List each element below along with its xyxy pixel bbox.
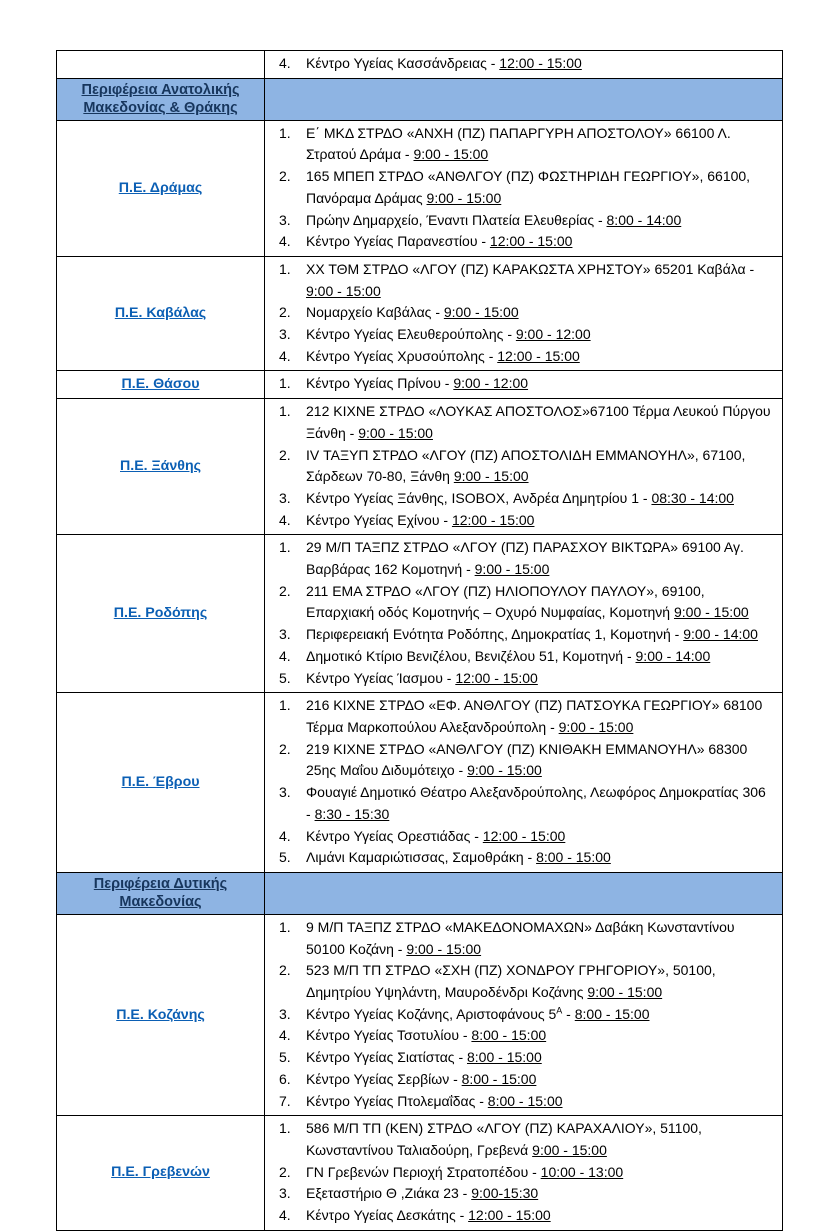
- item-text: [306, 445, 774, 488]
- item-text-segment: Δημοτικό Κτίριο Βενιζέλου, Βενιζέλου 51, Κομοτηνή -: [306, 647, 636, 664]
- item-text-segment: 219 ΚΙΧΝΕ ΣΤΡΔΟ «ΑΝΘΛΓΟΥ (ΠΖ) ΚΝΙΘΑΚΗ ΕΜΜΑΝΟΥΗΛ» 68300 25ης Μαΐου Διδυμότειχο -: [306, 740, 748, 779]
- time-range: 8:00 - 15:00: [536, 849, 611, 866]
- list-item: [271, 259, 774, 302]
- item-text: [306, 826, 774, 848]
- region-unit-cell: [57, 256, 265, 371]
- time-range: 8:00 - 15:00: [461, 1070, 537, 1087]
- item-text-segment: Φουαγιέ Δημοτικό Θέατρο Αλεξανδρούπολης, Λεωφόρος Δημοκρατίας 306 -: [306, 784, 766, 822]
- list-item: [271, 960, 774, 1003]
- item-text: [306, 739, 774, 782]
- time-range: 9:00 - 12:00: [453, 375, 529, 392]
- time-range: 12:00 - 15:00: [497, 347, 580, 364]
- item-text: [306, 53, 774, 75]
- list-item: [271, 1205, 774, 1227]
- item-number: 2.: [279, 1163, 291, 1180]
- item-text-segment: Κέντρο Υγείας Ξάνθης, ISOBOX, Ανδρέα Δημητρίου 1 -: [306, 489, 652, 506]
- time-range: 12:00 - 15:00: [455, 669, 538, 686]
- list-item: [271, 1069, 774, 1091]
- list-item: [271, 123, 774, 166]
- item-text-segment: Κέντρο Υγείας Ορεστιάδας -: [306, 827, 483, 844]
- locations-cell: [265, 399, 783, 535]
- list-item: [271, 581, 774, 624]
- region-header-link[interactable]: Περιφέρεια Δυτικής Μακεδονίας: [93, 875, 228, 911]
- item-number: 6.: [279, 1070, 291, 1087]
- list-item: [271, 646, 774, 668]
- item-text: [306, 401, 774, 444]
- region-unit-link[interactable]: Π.Ε. Κοζάνης: [116, 1006, 205, 1023]
- time-range: 9:00 - 15:00: [453, 468, 529, 485]
- item-number: 4.: [279, 511, 291, 528]
- time-range: 9:00 - 14:00: [635, 647, 711, 664]
- item-text-segment: 216 ΚΙΧΝΕ ΣΤΡΔΟ «ΕΦ. ΑΝΘΛΓΟΥ (ΠΖ) ΠΑΤΣΟΥΚΑ ΓΕΩΡΓΙΟΥ» 68100 Τέρμα Μαρκοπούλου Αλεξανδρούπολη -: [306, 697, 763, 735]
- item-text: [306, 166, 774, 209]
- list-item: [271, 1025, 774, 1047]
- time-range: 8:30 - 15:30: [314, 805, 390, 822]
- item-text: [306, 624, 774, 646]
- time-range: 8:00 - 14:00: [606, 211, 682, 228]
- region-unit-row: [57, 120, 783, 256]
- item-text: [306, 695, 774, 738]
- item-text-segment: Κέντρο Υγείας Τσοτυλίου -: [306, 1027, 472, 1044]
- time-range: 9:00 - 15:00: [558, 718, 634, 735]
- time-range: 9:00 - 15:00: [474, 561, 550, 578]
- item-text: [306, 1162, 774, 1184]
- list-item: [271, 302, 774, 324]
- item-number: 2.: [279, 962, 291, 979]
- time-range: 12:00 - 15:00: [499, 55, 582, 71]
- time-range: 12:00 - 15:00: [451, 511, 535, 528]
- item-text-segment: 9 Μ/Π ΤΑΞΠΖ ΣΤΡΔΟ «ΜΑΚΕΔΟΝΟΜΑΧΩΝ» Δαβάκη Κωνσταντίνου 50100 Κοζάνη -: [306, 918, 735, 957]
- region-unit-cell: [57, 120, 265, 256]
- item-number: 1.: [279, 918, 291, 935]
- list-item: [271, 1183, 774, 1205]
- item-text: [306, 960, 774, 1003]
- item-number: 2.: [279, 168, 291, 185]
- item-text-segment: Κέντρο Υγείας Χρυσούπολης -: [306, 347, 498, 364]
- item-number: 4.: [279, 1027, 291, 1044]
- item-text: [306, 1091, 774, 1113]
- region-unit-cell: [57, 399, 265, 535]
- item-text-segment: Κέντρο Υγείας Πρίνου -: [306, 375, 454, 392]
- region-header-empty-cell: [265, 872, 783, 914]
- time-range: 9:00 - 15:00: [587, 984, 663, 1001]
- item-text: [306, 917, 774, 960]
- region-unit-row: [57, 256, 783, 371]
- item-text-segment: Κέντρο Υγείας Κασσάνδρειας -: [306, 55, 500, 71]
- item-text: [306, 231, 774, 253]
- locations-cell: [265, 120, 783, 256]
- item-text-segment: Εξεταστήριο Θ ,Ζιάκα 23 -: [306, 1185, 472, 1202]
- region-unit-cell: [57, 51, 265, 79]
- list-item: [271, 401, 774, 444]
- item-number: 1.: [279, 539, 291, 556]
- list-item: [271, 373, 774, 395]
- locations-cell: [265, 535, 783, 693]
- item-text-segment: 523 Μ/Π ΤΠ ΣΤΡΔΟ «ΣΧΗ (ΠΖ) ΧΟΝΔΡΟΥ ΓΡΗΓΟΡΙΟΥ», 50100, Δημητρίου Υψηλάντη, Μαυροδένδρι Κοζάνης: [306, 962, 716, 1001]
- item-text-segment: ΧΧ ΤΘΜ ΣΤΡΔΟ «ΛΓΟΥ (ΠΖ) ΚΑΡΑΚΩΣΤΑ ΧΡΗΣΤΟΥ» 65201 Καβάλα -: [306, 260, 755, 277]
- region-header-empty-cell: [265, 78, 783, 120]
- item-number: 4.: [279, 647, 291, 664]
- item-text: [306, 210, 774, 232]
- time-range: 9:00 - 12:00: [515, 326, 591, 343]
- region-unit-cell: [57, 371, 265, 399]
- time-range: 9:00 - 15:00: [406, 940, 482, 957]
- list-item: [271, 1047, 774, 1069]
- region-unit-link[interactable]: Π.Ε. Ξάνθης: [120, 458, 201, 475]
- item-text: [306, 1025, 774, 1047]
- region-unit-row: [57, 1116, 783, 1231]
- list-item: [271, 782, 774, 825]
- item-number: 3.: [279, 1185, 291, 1202]
- item-number: 4.: [279, 1207, 291, 1224]
- region-header-row: [57, 78, 783, 120]
- item-text-segment: ΓΝ Γρεβενών Περιοχή Στρατοπέδου -: [306, 1163, 541, 1180]
- region-unit-row: [57, 535, 783, 693]
- item-text-segment: Ε΄ ΜΚΔ ΣΤΡΔΟ «ΑΝΧΗ (ΠΖ) ΠΑΠΑΡΓΥΡΗ ΑΠΟΣΤΟΛΟΥ» 66100 Λ. Στρατού Δράμα -: [306, 124, 731, 163]
- time-range: 8:00 - 15:00: [487, 1092, 563, 1109]
- region-unit-link[interactable]: Π.Ε. Καβάλας: [114, 305, 207, 322]
- item-text-segment: -: [562, 1005, 575, 1022]
- region-unit-cell: [57, 1116, 265, 1231]
- item-text-segment: Πρώην Δημαρχείο, Έναντι Πλατεία Ελευθερίας -: [306, 211, 607, 228]
- schedule-table: [56, 50, 783, 1231]
- item-text-segment: IV ΤΑΞΥΠ ΣΤΡΔΟ «ΛΓΟΥ (ΠΖ) ΑΠΟΣΤΟΛΙΔΗ ΕΜΜΑΝΟΥΗΛ», 67100, Σάρδεων 70-80, Ξάνθη: [306, 446, 746, 485]
- time-range: 9:00 - 14:00: [683, 626, 758, 643]
- item-number: 1.: [279, 697, 291, 714]
- time-range: 9:00 - 15:00: [532, 1141, 607, 1158]
- item-number: 7.: [279, 1092, 291, 1109]
- item-number: 2.: [279, 582, 291, 599]
- time-range: 9:00 - 15:00: [443, 304, 519, 321]
- list-item: [271, 210, 774, 232]
- continuation-row: [57, 51, 783, 79]
- item-text-segment: 211 ΕΜΑ ΣΤΡΔΟ «ΛΓΟΥ (ΠΖ) ΗΛΙΟΠΟΥΛΟΥ ΠΑΥΛΟΥ», 69100, Επαρχιακή οδός Κομοτηνής – Οχυρό Νυμφαίας, Κομοτηνή: [306, 582, 705, 621]
- item-text-segment: 212 ΚΙΧΝΕ ΣΤΡΔΟ «ΛΟΥΚΑΣ ΑΠΟΣΤΟΛΟΣ»67100 Τέρμα Λευκού Πύργου Ξάνθη -: [306, 403, 771, 441]
- list-item: [271, 847, 774, 869]
- item-text-segment: Περιφερειακή Ενότητα Ροδόπης, Δημοκρατίας 1, Κομοτηνή -: [306, 626, 684, 643]
- item-number: 3.: [279, 784, 291, 801]
- list-item: [271, 826, 774, 848]
- time-range: 9:00 - 15:00: [413, 146, 489, 163]
- region-unit-row: [57, 914, 783, 1115]
- item-number: 3.: [279, 1005, 291, 1022]
- item-text: [306, 324, 774, 346]
- list-item: [271, 1091, 774, 1113]
- list-item: [271, 53, 774, 75]
- item-text: [306, 510, 774, 532]
- time-range: 9:00 - 15:00: [426, 189, 502, 206]
- item-text: [306, 259, 774, 302]
- region-unit-link[interactable]: Π.Ε. Δράμας: [118, 179, 203, 196]
- item-text: [306, 847, 774, 869]
- list-item: [271, 917, 774, 960]
- item-number: 3.: [279, 326, 291, 343]
- region-unit-link[interactable]: Π.Ε. Γρεβενών: [111, 1164, 210, 1181]
- region-unit-cell: [57, 914, 265, 1115]
- item-text-segment: Κέντρο Υγείας Κοζάνης, Αριστοφάνους 5: [306, 1005, 557, 1022]
- item-text: [306, 123, 774, 166]
- superscript: Α: [556, 1005, 563, 1016]
- list-item: [271, 488, 774, 510]
- time-range: 9:00 - 15:00: [673, 604, 749, 621]
- item-number: 5.: [279, 849, 291, 866]
- item-text-segment: Λιμάνι Καμαριώτισσας, Σαμοθράκη -: [306, 849, 537, 866]
- item-text: [306, 1004, 774, 1026]
- item-text: [306, 1183, 774, 1205]
- time-range: 8:00 - 15:00: [471, 1027, 547, 1044]
- list-item: [271, 231, 774, 253]
- list-item: [271, 739, 774, 782]
- time-range: 08:30 - 14:00: [651, 489, 734, 506]
- schedule-table-body: [57, 51, 783, 1231]
- item-text: [306, 373, 774, 395]
- item-text: [306, 1069, 774, 1091]
- list-item: [271, 324, 774, 346]
- region-header-link[interactable]: Περιφέρεια Ανατολικής Μακεδονίας & Θράκης: [81, 81, 240, 117]
- item-text: [306, 1205, 774, 1227]
- time-range: 9:00 - 15:00: [467, 762, 542, 779]
- item-number: 2.: [279, 304, 291, 321]
- item-text-segment: Κέντρο Υγείας Πτολεμαΐδας -: [306, 1092, 488, 1109]
- item-text: [306, 581, 774, 624]
- item-number: 3.: [279, 211, 291, 228]
- list-item: [271, 445, 774, 488]
- time-range: 10:00 - 13:00: [540, 1163, 624, 1180]
- locations-cell: [265, 371, 783, 399]
- item-number: 1.: [279, 375, 291, 392]
- region-unit-row: [57, 371, 783, 399]
- item-number: 4.: [279, 347, 291, 364]
- region-header-cell: [57, 872, 265, 914]
- item-number: 1.: [279, 1120, 291, 1137]
- list-item: [271, 1162, 774, 1184]
- item-text: [306, 1047, 774, 1069]
- item-text-segment: 586 Μ/Π ΤΠ (ΚΕΝ) ΣΤΡΔΟ «ΛΓΟΥ (ΠΖ) ΚΑΡΑΧΑΛΙΟΥ», 51100, Κωνσταντίνου Ταλιαδούρη, Γρεβενά: [306, 1120, 702, 1158]
- item-text-segment: Κέντρο Υγείας Δεσκάτης -: [306, 1207, 469, 1224]
- item-number: 2.: [279, 446, 291, 463]
- locations-cell: [265, 914, 783, 1115]
- item-text: [306, 346, 774, 368]
- item-number: 4.: [279, 827, 291, 844]
- locations-cell: [265, 256, 783, 371]
- item-text: [306, 1118, 774, 1161]
- item-number: 1.: [279, 260, 291, 277]
- time-range: 12:00 - 15:00: [482, 827, 566, 844]
- locations-cell: [265, 51, 783, 79]
- locations-cell: [265, 1116, 783, 1231]
- region-unit-cell: [57, 693, 265, 873]
- item-text-segment: Νομαρχείο Καβάλας -: [306, 304, 444, 321]
- item-number: 4.: [279, 233, 291, 250]
- region-unit-link[interactable]: Π.Ε. Έβρου: [121, 774, 200, 791]
- item-text: [306, 488, 774, 510]
- time-range: 9:00 - 15:00: [358, 424, 433, 441]
- time-range: 9:00-15:30: [471, 1185, 539, 1202]
- region-header-cell: [57, 78, 265, 120]
- item-text-segment: Κέντρο Υγείας Εχίνου -: [306, 511, 452, 528]
- item-number: 1.: [279, 403, 291, 420]
- item-text-segment: Κέντρο Υγείας Σερβίων -: [306, 1070, 462, 1087]
- locations-cell: [265, 693, 783, 873]
- list-item: [271, 166, 774, 209]
- time-range: 8:00 - 15:00: [467, 1049, 542, 1066]
- region-unit-row: [57, 399, 783, 535]
- time-range: 8:00 - 15:00: [574, 1005, 650, 1022]
- item-number: 5.: [279, 669, 291, 686]
- item-number: 5.: [279, 1049, 291, 1066]
- item-text-segment: 165 ΜΠΕΠ ΣΤΡΔΟ «ΑΝΘΛΓΟΥ (ΠΖ) ΦΩΣΤΗΡΙΔΗ ΓΕΩΡΓΙΟΥ», 66100, Πανόραμα Δράμας: [306, 168, 751, 206]
- list-item: [271, 668, 774, 690]
- item-number: 3.: [279, 626, 291, 643]
- time-range: 12:00 - 15:00: [489, 233, 573, 250]
- list-item: [271, 346, 774, 368]
- item-text: [306, 782, 774, 825]
- item-number: 4.: [279, 55, 291, 71]
- region-header-row: [57, 872, 783, 914]
- list-item: [271, 624, 774, 646]
- list-item: [271, 695, 774, 738]
- item-text-segment: Κέντρο Υγείας Παρανεστίου -: [306, 233, 490, 250]
- item-text: [306, 537, 774, 580]
- region-unit-row: [57, 693, 783, 873]
- item-number: 2.: [279, 740, 291, 757]
- item-text: [306, 302, 774, 324]
- region-unit-link[interactable]: Π.Ε. Ροδόπης: [113, 605, 208, 622]
- item-text-segment: Κέντρο Υγείας Σιατίστας -: [306, 1049, 467, 1066]
- item-text-segment: Κέντρο Υγείας Ίασμου -: [306, 669, 456, 686]
- item-text-segment: Κέντρο Υγείας Ελευθερούπολης -: [306, 326, 516, 343]
- time-range: 12:00 - 15:00: [468, 1207, 551, 1224]
- list-item: [271, 510, 774, 532]
- list-item: [271, 1118, 774, 1161]
- list-item: [271, 537, 774, 580]
- item-text-segment: 29 Μ/Π ΤΑΞΠΖ ΣΤΡΔΟ «ΛΓΟΥ (ΠΖ) ΠΑΡΑΣΧΟΥ ΒΙΚΤΩΡΑ» 69100 Αγ. Βαρβάρας 162 Κομοτηνή -: [306, 539, 744, 578]
- region-unit-link[interactable]: Π.Ε. Θάσου: [121, 376, 200, 393]
- item-number: 1.: [279, 124, 291, 141]
- item-text: [306, 668, 774, 690]
- item-text: [306, 646, 774, 668]
- time-range: 9:00 - 15:00: [306, 282, 381, 299]
- region-unit-cell: [57, 535, 265, 693]
- list-item: [271, 1004, 774, 1026]
- item-number: 3.: [279, 489, 291, 506]
